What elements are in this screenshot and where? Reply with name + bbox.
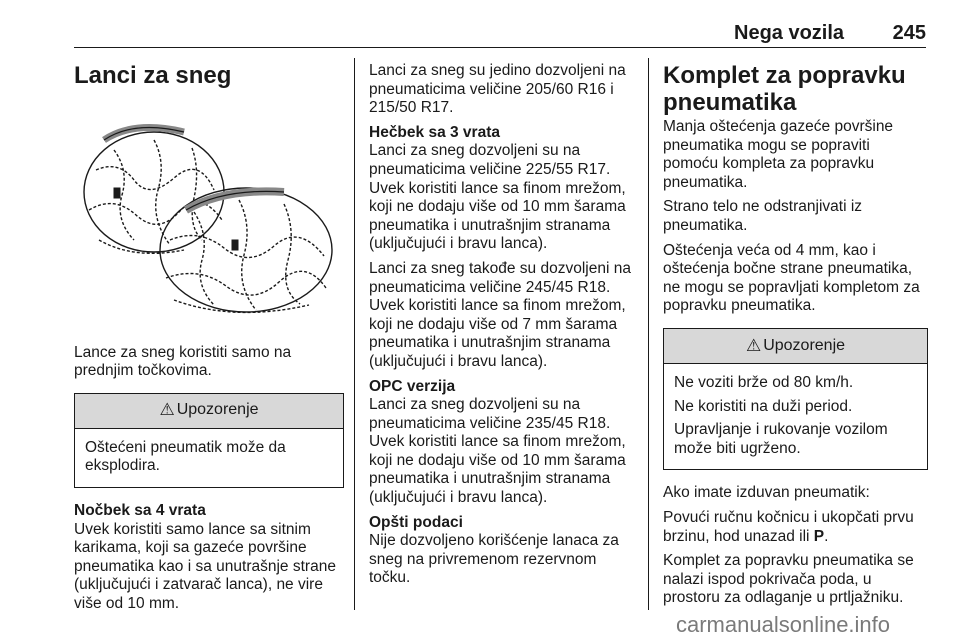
warning-text: Oštećeni pneumatik može da eksplodira.	[85, 438, 286, 475]
subheading-general: Opšti podaci	[369, 513, 463, 531]
repair-text-1: Manja oštećenja gazeće površine pneumatika mogu se popraviti pomoću kompleta za popravku pneumatika.	[663, 118, 894, 191]
header-rule	[74, 47, 926, 48]
text-3-door-1: Lanci za sneg dozvoljeni su na pneumaticima veličine 225/55 R17. Uvek koristiti lance sa finom mrežom, koji ne dodaju više od 10 mm šarama pneumatika i unutrašnjim stranama (uključujući i bravu lanca).	[369, 142, 626, 253]
text-general: Nije dozvoljeno korišćenje lanaca za sneg na privremenom rezervnom točku.	[369, 532, 619, 587]
gear-p-label: P	[813, 527, 825, 545]
warning-line-2: Ne koristiti na duži period.	[674, 397, 853, 415]
watermark: carmanualsonline.info	[676, 612, 891, 637]
warning-line-1: Ne voziti brže od 80 km/h.	[674, 373, 854, 391]
page-number: 245	[892, 22, 926, 44]
intro-text: Lanci za sneg su jedino dozvoljeni na pneumaticima veličine 205/60 R16 i 215/50 R17.	[369, 62, 626, 117]
warning-body	[75, 429, 343, 487]
warning-line-3: Upravljanje i rukovanje vozilom može biti ugrženo.	[674, 421, 888, 457]
text-3-door-2: Lanci za sneg takođe su dozvoljeni na pneumaticima veličine 245/45 R18. Uvek koristiti lance sa finom mrežom, koji ne dodaju više od 7 mm šarama pneumatika i unutrašnjim stranama (uključujući i bravu lanca).	[369, 259, 631, 370]
warning-triangle-icon: ⚠	[745, 335, 762, 355]
warning-header	[75, 394, 343, 429]
section-title: Nega vozila	[734, 22, 845, 44]
warning-header-2	[664, 329, 927, 364]
text-4-door: Uvek koristiti samo lance sa sitnim karikama, koji sa gazeće površine pneumatika kao i sa unutrašnje strane (uključujući i zatvarač lanca), ne vire više od 10 mm.	[74, 520, 336, 612]
column-1	[74, 62, 344, 620]
heading-repair-kit: Komplet za popravku pneumatika	[663, 62, 906, 116]
repair-text-2: Strano telo ne odstranjivati iz pneumatika.	[663, 198, 863, 234]
column-divider-1	[354, 58, 355, 610]
warning-body-2	[664, 364, 927, 469]
column-3	[663, 62, 928, 614]
column-divider-2	[648, 58, 649, 610]
repair-text-6: Komplet za popravku pneumatika se nalazi ispod pokrivača poda, u prostoru za odlaganje u prtljažniku.	[663, 552, 914, 607]
caption-text: Lance za sneg koristiti samo na prednjim točkovima.	[74, 343, 292, 380]
repair-text-5: Povući ručnu kočnicu i ukopčati prvu brzinu, hod unazad ili P.	[663, 508, 914, 545]
column-2	[369, 62, 639, 594]
subheading-4-door: Nočbek sa 4 vrata	[74, 501, 206, 519]
subheading-opc: OPC verzija	[369, 377, 456, 395]
warning-label: Upozorenje	[176, 401, 259, 419]
page-header	[74, 22, 926, 46]
warning-triangle-icon: ⚠	[159, 400, 175, 420]
repair-text-4: Ako imate izduvan pneumatik:	[663, 484, 870, 502]
subheading-3-door: Hečbek sa 3 vrata	[369, 123, 500, 141]
repair-text-3: Oštećenja veća od 4 mm, kao i oštećenja bočne strane pneumatika, ne mogu se popravljati kompletom za popravku pneumatika.	[663, 241, 920, 315]
warning-box-2	[663, 328, 928, 470]
text-opc: Lanci za sneg dozvoljeni su na pneumaticima veličine 235/45 R18. Uvek koristiti lance sa finom mrežom, koji ne dodaju više od 10 mm šarama pneumatika i unutrašnjim stranama (uključujući i bravu lanca).	[369, 396, 626, 507]
warning-box	[74, 393, 344, 488]
snow-chain-illustration	[74, 100, 342, 326]
heading-snow-chains: Lanci za sneg	[74, 62, 232, 89]
warning-label-2: Upozorenje	[763, 336, 846, 354]
